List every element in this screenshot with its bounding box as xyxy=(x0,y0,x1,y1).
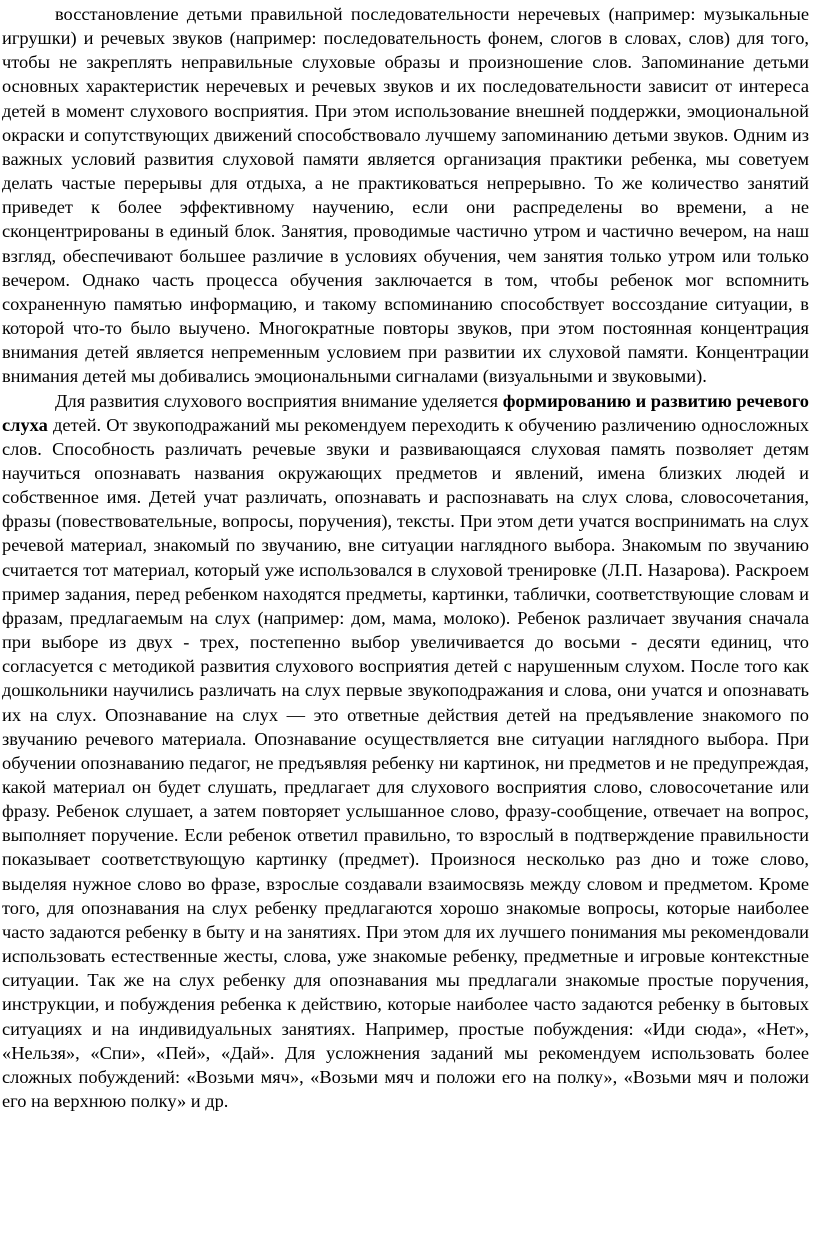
paragraph-memory-text: восстановление детьми правильной последовательности неречевых (например: музыкальные игрушки) и речевых звуков (например: последовательность фонем, слогов в словах, слов) для того, чтобы не закреплять неправильные слуховые образы и произношение слов. Запоминание детьми основных характеристик неречевых и речевых звуков и их последовательности зависит от интереса детей в момент слухового восприятия. При этом использование внешней поддержки, эмоциональной окраски и сопутствующих движений способствовало лучшему запоминанию детьми звуков. Одним из важных условий развития слуховой памяти является организация практики ребенка, мы советуем делать частые перерывы для отдыха, а не практиковаться непрерывно. То же количество занятий приведет к более эффективному научению, если они распределены во времени, а не сконцентрированы в единый блок. Занятия, проводимые частично утром и частично вечером, на наш взгляд, обеспечивают большее различие в условиях обучения, чем занятия только утром или только вечером. Однако часть процесса обучения заключается в том, чтобы ребенок мог вспомнить сохраненную памятью информацию, и такому вспоминанию способствует воссоздание ситуации, в которой что-то было выучено. Многократные повторы звуков, при этом постоянная концентрация внимания детей является непременным условием при развитии их слуховой памяти. Концентрации внимания детей мы добивались эмоциональными сигналами (визуальными и звуковыми). xyxy=(2,4,809,387)
paragraph-speech-hearing xyxy=(2,389,809,1114)
paragraph-speech-hearing-lead: Для развития слухового восприятия внимание уделяется xyxy=(55,390,503,411)
paragraph-speech-hearing-emphasis: формированию и развитию речевого слуха xyxy=(2,390,809,435)
paragraph-memory xyxy=(2,2,809,389)
paragraph-speech-hearing-rest: детей. От звукоподражаний мы рекомендуем переходить к обучению различению односложных слов. Способность различать речевые звуки и развивающаяся слуховая память позволяет детям научиться опознавать названия окружающих предметов и явлений, имена близких людей и собственное имя. Детей учат различать, опознавать и распознавать на слух слова, словосочетания, фразы (повествовательные, вопросы, поручения), тексты. При этом дети учатся воспринимать на слух речевой материал, знакомый по звучанию, вне ситуации наглядного выбора. Знакомым по звучанию считается тот материал, который уже использовался в слуховой тренировке (Л.П. Назарова). Раскроем пример задания, перед ребенком находятся предметы, картинки, таблички, соответствующие словам и фразам, предлагаемым на слух (например: дом, мама, молоко). Ребенок различает звучания сначала при выборе из двух - трех, постепенно выбор увеличивается до восьми - десяти единиц, что согласуется с методикой развития слухового восприятия детей с нарушенным слухом. После того как дошкольники научились различать на слух первые звукоподражания и слова, они учатся и опознавать их на слух. Опознавание на слух — это ответные действия детей на предъявление знакомого по звучанию речевого материала. Опознавание осуществляется вне ситуации наглядного выбора. При обучении опознаванию педагог, не предъявляя ребенку ни картинок, ни предметов и не предупреждая, какой материал он будет слушать, предлагает для слухового восприятия слово, словосочетание или фразу. Ребенок слушает, а затем повторяет услышанное слово, фразу-сообщение, отвечает на вопрос, выполняет поручение. Если ребенок ответил правильно, то взрослый в подтверждение правильности показывает соответствующую картинку (предмет). Произнося несколько раз дно и тоже слово, выделяя нужное слово во фразе, взрослые создавали взаимосвязь между словом и предметом. Кроме того, для опознавания на слух ребенку предлагаются хорошо знакомые вопросы, которые наиболее часто задаются ребенку в быту и на занятиях. При этом для их лучшего понимания мы рекомендовали использовать естественные жесты, слова, уже знакомые ребенку, предметные и игровые контекстные ситуации. Так же на слух ребенку для опознавания мы предлагали знакомые простые поручения, инструкции, и побуждения ребенка к действию, которые наиболее часто задаются ребенку в бытовых ситуациях и на индивидуальных занятиях. Например, простые побуждения: «Иди сюда», «Нет», «Нельзя», «Спи», «Пей», «Дай». Для усложнения заданий мы рекомендуем использовать более сложных побуждений: «Возьми мяч», «Возьми мяч и положи его на полку», «Возьми мяч и положи его на верхнюю полку» и др. xyxy=(2,414,809,1112)
